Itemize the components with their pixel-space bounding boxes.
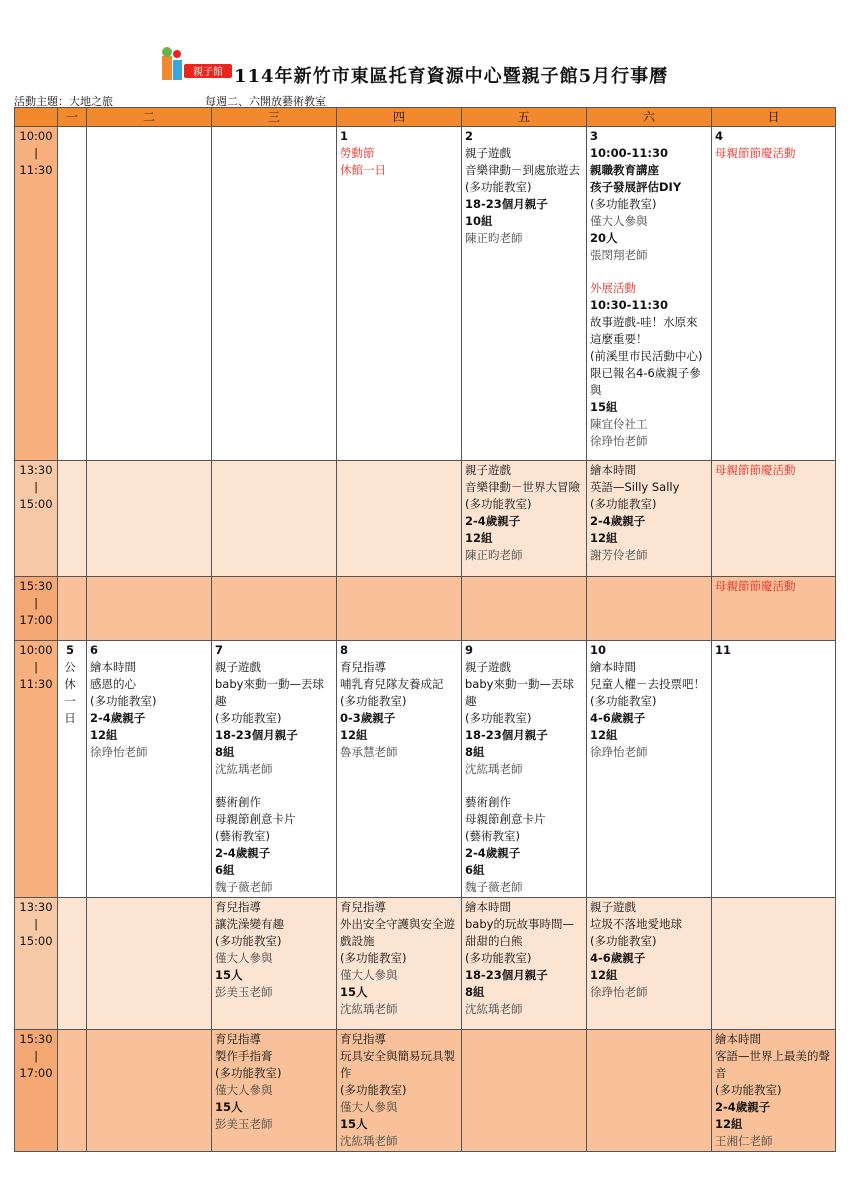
date-label: 2 <box>465 129 474 143</box>
date-label: 5 <box>65 643 74 657</box>
cell-w1-sat-pm1: 繪本時間 英語—Silly Sally (多功能教室) 2-4歲親子 12組 謝芳伶老師 <box>587 461 712 577</box>
cell-w2-tue-pm1 <box>87 898 212 1030</box>
week1-am-row <box>15 127 836 461</box>
week2-pm2-row <box>15 1030 836 1152</box>
date-label: 3 <box>590 129 599 143</box>
svg-text:親子館: 親子館 <box>193 67 223 78</box>
cell-w2-wed-am: 7 親子遊戲 baby來動一動—丟球趣 (多功能教室) 18-23個月親子 8組 沈紘瑀老師 藝術創作 母親節創意卡片 (藝術教室) 2-4歲親子 6組 魏子薇老師 <box>212 641 337 898</box>
week1-pm2-row <box>15 577 836 641</box>
date-label: 4 <box>715 129 724 143</box>
cell-w1-wed-pm2 <box>212 577 337 641</box>
cell-w1-sat-am: 3 10:00-11:30 親職教育講座 孩子發展評估DIY (多功能教室) 僅大人參與 20人 張閔翔老師 外展活動 10:30-11:30 故事遊戲-哇！水原來這麼重要！ (前溪里市民活動中心) 限已報名4-6歲親子參與 15組 陳宜伶社工 徐琤怡老師 <box>587 127 712 461</box>
corner-cell <box>15 108 58 127</box>
cell-w1-fri-am: 2 親子遊戲 音樂律動－到處旅遊去 (多功能教室) 18-23個月親子 10組 陳正昀老師 <box>462 127 587 461</box>
cell-w1-fri-pm1: 親子遊戲 音樂律動－世界大冒險 (多功能教室) 2-4歲親子 12組 陳正昀老師 <box>462 461 587 577</box>
cell-w1-thu-pm1 <box>337 461 462 577</box>
date-label: 8 <box>340 643 349 657</box>
week2-pm1-row <box>15 898 836 1030</box>
cell-w2-sat-pm1: 親子遊戲 垃圾不落地愛地球 (多功能教室) 4-6歲親子 12組 徐琤怡老師 <box>587 898 712 1030</box>
cell-w1-sun-pm2: 母親節節慶活動 <box>712 577 836 641</box>
page-title: 114年新竹市東區托育資源中心暨親子館5月行事曆 <box>234 66 669 87</box>
childcare-logo-icon <box>160 44 234 84</box>
page-header <box>0 0 849 90</box>
cell-w1-tue-pm2 <box>87 577 212 641</box>
cell-w2-tue-am: 6 繪本時間 感恩的心 (多功能教室) 2-4歲親子 12組 徐琤怡老師 <box>87 641 212 898</box>
time-slot-pm2: 15:30 | 17:00 <box>15 577 58 641</box>
date-label: 10 <box>590 643 607 657</box>
cell-w2-sun-pm2: 繪本時間 客語—世界上最美的聲音 (多功能教室) 2-4歲親子 12組 王湘仁老師 <box>712 1030 836 1152</box>
cell-w1-sun-am: 4 母親節節慶活動 <box>712 127 836 461</box>
cell-w2-sat-am: 10 繪本時間 兒童人權－去投票吧！ (多功能教室) 4-6歲親子 12組 徐琤怡老師 <box>587 641 712 898</box>
cell-w2-mon-pm1 <box>58 898 87 1030</box>
cell-w2-sat-pm2 <box>587 1030 712 1152</box>
cell-w1-tue-am <box>87 127 212 461</box>
week2-am-row <box>15 641 836 898</box>
cell-w1-mon-pm2 <box>58 577 87 641</box>
date-label: 1 <box>340 129 349 143</box>
cell-w2-mon-pm2 <box>58 1030 87 1152</box>
cell-w1-wed-pm1 <box>212 461 337 577</box>
weekday-fri: 五 <box>462 108 587 127</box>
cell-w2-fri-pm2 <box>462 1030 587 1152</box>
date-label: 9 <box>465 643 474 657</box>
cell-w2-fri-pm1: 繪本時間 baby的玩故事時間—甜甜的白熊 (多功能教室) 18-23個月親子 8組 沈紘瑀老師 <box>462 898 587 1030</box>
cell-w1-mon-am <box>58 127 87 461</box>
cell-w1-wed-am <box>212 127 337 461</box>
cell-w2-thu-am: 8 育兒指導 哺乳育兒隊友養成記 (多功能教室) 0-3歲親子 12組 魯承慧老師 <box>337 641 462 898</box>
cell-w2-fri-am: 9 親子遊戲 baby來動一動—丟球趣 (多功能教室) 18-23個月親子 8組 沈紘瑀老師 藝術創作 母親節創意卡片 (藝術教室) 2-4歲親子 6組 魏子薇老師 <box>462 641 587 898</box>
cell-w2-sun-pm1 <box>712 898 836 1030</box>
weekday-sat: 六 <box>587 108 712 127</box>
cell-w2-tue-pm2 <box>87 1030 212 1152</box>
cell-w1-thu-am: 1 勞動節 休館一日 <box>337 127 462 461</box>
cell-w2-thu-pm1: 育兒指導 外出安全守護與安全遊戲設施 (多功能教室) 僅大人參與 15人 沈紘瑀老師 <box>337 898 462 1030</box>
cell-w1-fri-pm2 <box>462 577 587 641</box>
time-slot-pm1: 13:30 | 15:00 <box>15 898 58 1030</box>
cell-w2-sun-am <box>712 641 836 898</box>
weekday-header-row <box>15 108 836 127</box>
weekday-sun: 日 <box>712 108 836 127</box>
art-room-note: 每週二、六開放藝術教室 <box>205 95 326 108</box>
time-slot-am: 10:00 | 11:30 <box>15 641 58 898</box>
cell-w1-sat-pm2 <box>587 577 712 641</box>
weekday-tue: 二 <box>87 108 212 127</box>
time-slot-pm1: 13:30 | 15:00 <box>15 461 58 577</box>
calendar-table <box>14 107 836 1152</box>
cell-w2-wed-pm2: 育兒指導 製作手指膏 (多功能教室) 僅大人參與 15人 彭美玉老師 <box>212 1030 337 1152</box>
time-slot-pm2: 15:30 | 17:00 <box>15 1030 58 1152</box>
cell-w1-tue-pm1 <box>87 461 212 577</box>
cell-w2-wed-pm1: 育兒指導 讓洗澡變有趣 (多功能教室) 僅大人參與 15人 彭美玉老師 <box>212 898 337 1030</box>
cell-w2-thu-pm2: 育兒指導 玩具安全與簡易玩具製作 (多功能教室) 僅大人參與 15人 沈紘瑀老師 <box>337 1030 462 1152</box>
cell-w1-thu-pm2 <box>337 577 462 641</box>
weekday-wed: 三 <box>212 108 337 127</box>
weekday-thu: 四 <box>337 108 462 127</box>
date-label: 11 <box>715 643 732 657</box>
time-slot-am: 10:00 | 11:30 <box>15 127 58 461</box>
cell-w1-mon-pm1 <box>58 461 87 577</box>
cell-w1-sun-pm1: 母親節節慶活動 <box>712 461 836 577</box>
weekday-mon: 一 <box>58 108 87 127</box>
week1-pm1-row <box>15 461 836 577</box>
date-label: 7 <box>215 643 224 657</box>
cell-w2-mon-am: 5 公 休 一 日 <box>58 641 87 898</box>
date-label: 6 <box>90 643 99 657</box>
activity-theme: 活動主題：大地之旅 <box>14 95 113 108</box>
